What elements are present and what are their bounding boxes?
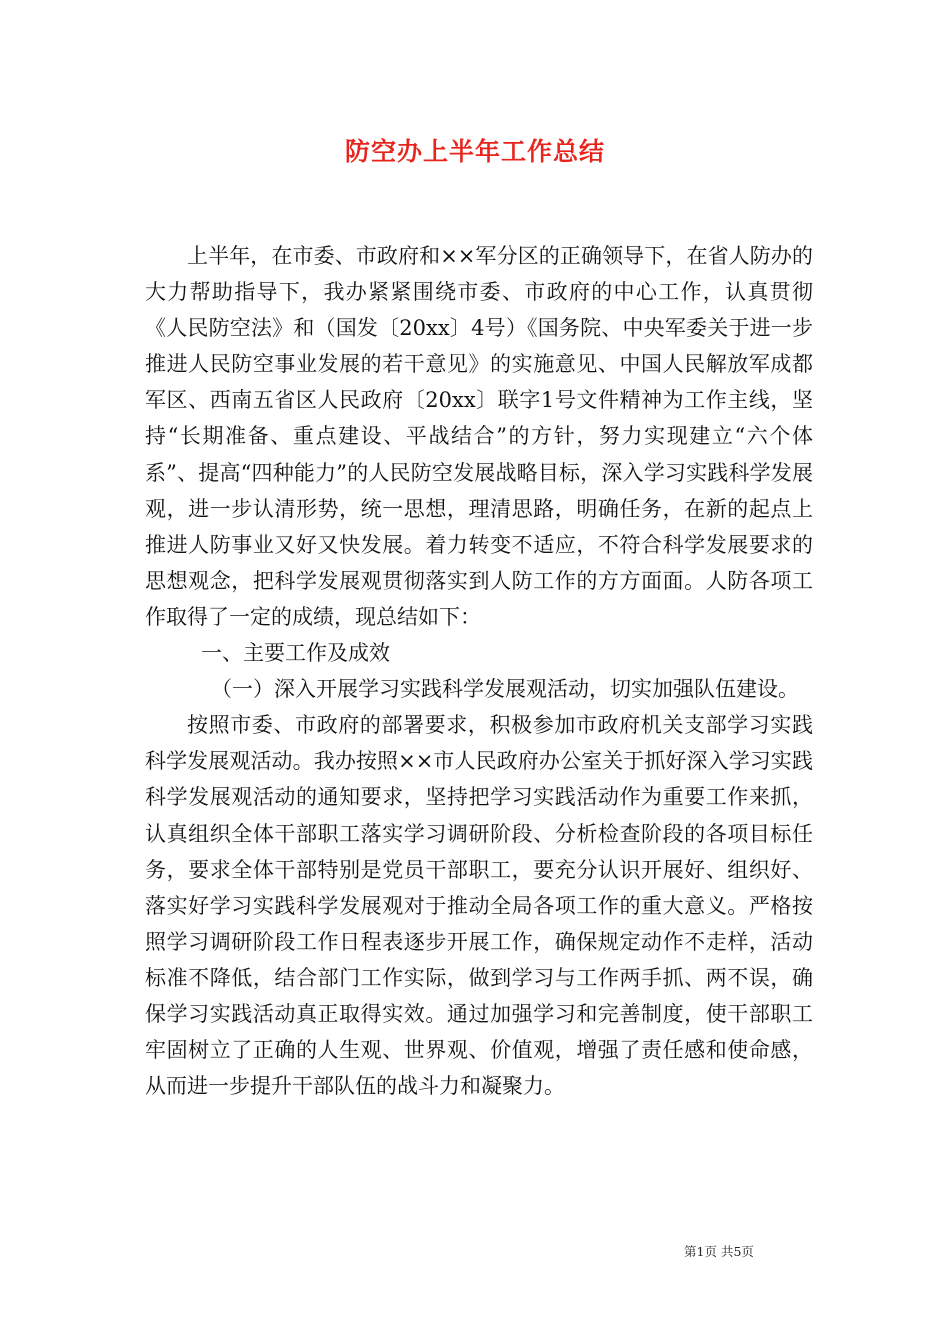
document-body <box>145 238 813 1104</box>
footer-prefix: 第 <box>684 1244 697 1259</box>
page-number-footer <box>684 1242 824 1260</box>
section-heading-1: 一、主要工作及成效 <box>201 641 390 666</box>
intro-paragraph: 上半年，在市委、市政府和××军分区的正确领导下，在省人防办的大力帮助指导下，我办紧紧围绕市委、市政府的中心工作，认真贯彻《人民防空法》和（国发〔20xx〕4号）《国务院、中央军委关于进一步推进人民防空事业发展的若干意见》的实施意见、中国人民解放军成都军区、西南五省区人民政府〔20xx〕联字1号文件精神为工作主线，坚持“长期准备、重点建设、平战结合”的方针，努力实现建立“六个体系”、提高“四种能力”的人民防空发展战略目标，深入学习实践科学发展观，进一步认清形势，统一思想，理清思路，明确任务，在新的起点上推进人防事业又好又快发展。着力转变不适应，不符合科学发展要求的思想观念，把科学发展观贯彻落实到人防工作的方方面面。人防各项工作取得了一定的成绩，现总结如下： <box>145 244 813 629</box>
body-paragraph: 按照市委、市政府的部署要求，积极参加市政府机关支部学习实践科学发展观活动。我办按照××市人民政府办公室关于抓好深入学习实践科学发展观活动的通知要求，坚持把学习实践活动作为重要工作来抓，认真组织全体干部职工落实学习调研阶段、分析检查阶段的各项目标任务，要求全体干部特别是党员干部职工，要充分认识开展好、组织好、落实好学习实践科学发展观对于推动全局各项工作的重大意义。严格按照学习调研阶段工作日程表逐步开展工作，确保规定动作不走样，活动标准不降低，结合部门工作实际，做到学习与工作两手抓、两不误，确保学习实践活动真正取得实效。通过加强学习和完善制度，使干部职工牢固树立了正确的人生观、世界观、价值观，增强了责任感和使命感，从而进一步提升干部队伍的战斗力和凝聚力。 <box>145 713 813 1099</box>
footer-middle: 页 共 <box>704 1244 734 1259</box>
document-title: 防空办上半年工作总结 <box>344 137 605 166</box>
current-page-number: 1 <box>696 1244 705 1259</box>
footer-suffix: 页 <box>741 1244 754 1259</box>
subsection-heading-1: （一）深入开展学习实践科学发展观活动，切实加强队伍建设。 <box>211 677 799 702</box>
total-page-count: 5 <box>733 1244 742 1259</box>
